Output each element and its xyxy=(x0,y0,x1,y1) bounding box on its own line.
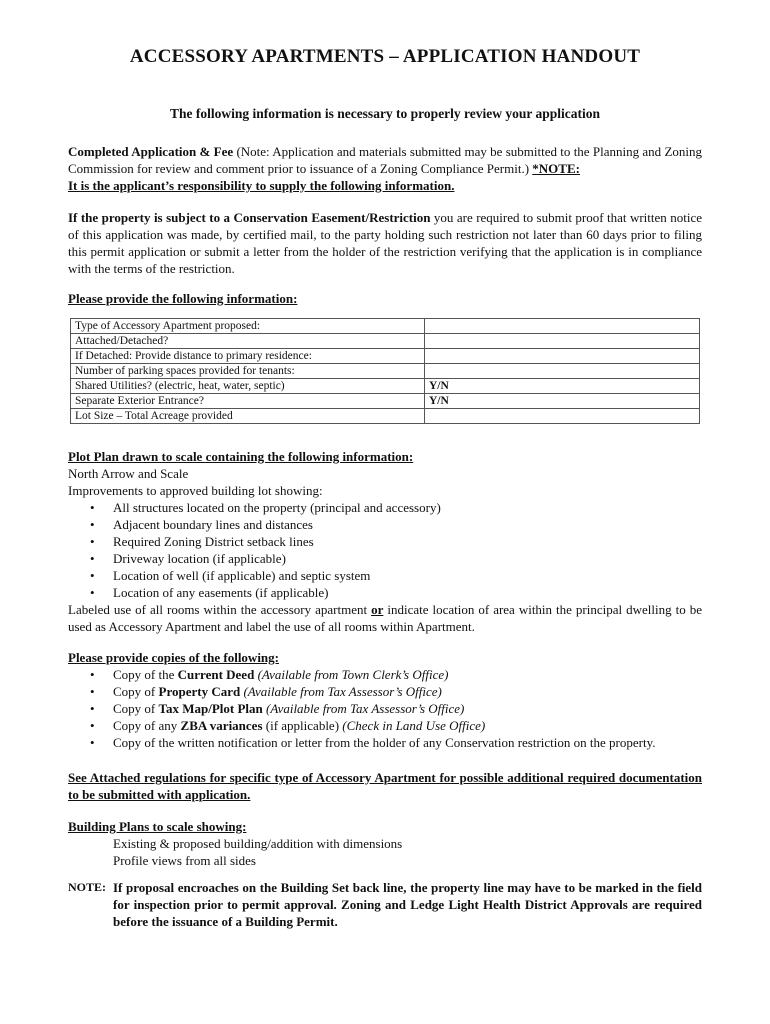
table-cell-label: Number of parking spaces provided for tenants: xyxy=(71,364,425,379)
table-cell-label: Separate Exterior Entrance? xyxy=(71,394,425,409)
info-table xyxy=(70,318,700,424)
list-item xyxy=(68,700,702,717)
list-item: • All structures located on the property (principal and accessory) xyxy=(68,499,702,516)
labeled-use-paragraph xyxy=(68,601,702,635)
easement-text: you are required to submit proof that written notice of this application was made, by certified mail, to the party holding such restriction not later than 60 days prior to filing this permit application or submit a letter from the holder of the restriction verifying that the application is in compliance with the terms of the restriction. xyxy=(68,210,702,276)
easement-lead: If the property is subject to a Conservation Easement/Restriction xyxy=(68,210,431,225)
plot-plan-section xyxy=(68,448,702,635)
list-item xyxy=(68,666,702,683)
copy-item-italic: (Check in Land Use Office) xyxy=(342,718,486,733)
copies-list xyxy=(68,666,702,751)
table-cell-label: Lot Size – Total Acreage provided xyxy=(71,409,425,424)
plot-plan-heading: Plot Plan drawn to scale containing the following information: xyxy=(68,449,414,464)
table-cell-label: Type of Accessory Apartment proposed: xyxy=(71,319,425,334)
table-cell-value: Y/N xyxy=(425,379,700,394)
labeled-use-text-a: Labeled use of all rooms within the accessory apartment xyxy=(68,602,372,617)
building-plans-line-profile: Profile views from all sides xyxy=(113,853,256,868)
copy-item-italic: (Available from Tax Assessor’s Office) xyxy=(266,701,465,716)
list-item xyxy=(68,717,702,734)
table-cell-label: If Detached: Provide distance to primary residence: xyxy=(71,349,425,364)
list-item: • Required Zoning District setback lines xyxy=(68,533,702,550)
table-cell-value xyxy=(425,349,700,364)
table-cell-value: Y/N xyxy=(425,394,700,409)
plot-plan-line-improvements: Improvements to approved building lot showing: xyxy=(68,483,323,498)
final-note xyxy=(68,879,702,930)
list-item xyxy=(68,683,702,700)
list-item: • Location of well (if applicable) and septic system xyxy=(68,567,702,584)
table-row xyxy=(71,349,700,364)
copy-item-pre: Copy of the xyxy=(113,667,178,682)
see-attached-notice: See Attached regulations for specific type of Accessory Apartment for possible additional required documentation to be submitted with application. xyxy=(68,770,702,802)
completed-application-text: (Note: Application and materials submitted may be submitted to the Planning and Zoning Commission for review and comment prior to issuance of a Zoning Compliance Permit.) xyxy=(68,144,703,176)
responsibility-statement: It is the applicant’s responsibility to supply the following information. xyxy=(68,178,455,193)
final-note-label: NOTE: xyxy=(68,880,107,894)
table-cell-value xyxy=(425,334,700,349)
page-subtitle: The following information is necessary to properly review your application xyxy=(169,106,601,121)
copy-item-pre: Copy of any xyxy=(113,718,181,733)
table-row xyxy=(71,394,700,409)
copy-item-bold: Current Deed xyxy=(177,667,255,682)
table-cell-label: Attached/Detached? xyxy=(71,334,425,349)
copy-item-bold: ZBA variances xyxy=(180,718,263,733)
building-plans-line-existing: Existing & proposed building/addition with dimensions xyxy=(113,836,403,851)
copy-item-pre: Copy of the written notification or letter from the holder of any Conservation restriction on the property. xyxy=(113,735,656,750)
table-cell-value xyxy=(425,319,700,334)
labeled-use-or: or xyxy=(371,602,384,617)
final-note-text: If proposal encroaches on the Building Set back line, the property line may have to be marked in the field for inspection prior to permit approval. Zoning and Ledge Light Health District Approvals are required before the issuance of a Building Permit. xyxy=(113,880,702,929)
table-row xyxy=(71,409,700,424)
list-item: • Driveway location (if applicable) xyxy=(68,550,702,567)
copy-item-italic: (Available from Town Clerk’s Office) xyxy=(257,667,449,682)
copy-item-pre: Copy of xyxy=(113,684,159,699)
building-plans-heading: Building Plans to scale showing: xyxy=(68,819,247,834)
table-row xyxy=(71,319,700,334)
copies-section xyxy=(68,649,702,751)
page-title: ACCESSORY APARTMENTS – APPLICATION HANDOUT xyxy=(129,46,641,67)
table-row xyxy=(71,334,700,349)
table-row xyxy=(71,364,700,379)
copy-item-pre: Copy of xyxy=(113,701,159,716)
copy-item-italic: (Available from Tax Assessor’s Office) xyxy=(243,684,442,699)
plot-plan-line-north-arrow: North Arrow and Scale xyxy=(68,466,189,481)
labeled-use-text-b: indicate location of area within the principal dwelling to be used as Accessory Apartment and label the use of all rooms within Apartment. xyxy=(68,602,702,634)
list-item: • Adjacent boundary lines and distances xyxy=(68,516,702,533)
copy-item-plain: (if applicable) xyxy=(262,718,343,733)
list-item: • Location of any easements (if applicable) xyxy=(68,584,702,601)
easement-paragraph xyxy=(68,209,702,277)
list-item xyxy=(68,734,702,751)
completed-application-lead: Completed Application & Fee xyxy=(68,144,234,159)
table-row xyxy=(71,379,700,394)
note-label: *NOTE: xyxy=(532,161,580,176)
copies-heading: Please provide copies of the following: xyxy=(68,650,279,665)
info-heading: Please provide the following information: xyxy=(68,291,298,306)
building-plans-section xyxy=(68,818,702,869)
completed-application-paragraph xyxy=(68,143,702,194)
table-cell-value xyxy=(425,364,700,379)
table-cell-value xyxy=(425,409,700,424)
table-cell-label: Shared Utilities? (electric, heat, water, septic) xyxy=(71,379,425,394)
copy-item-bold: Property Card xyxy=(158,684,241,699)
copy-item-bold: Tax Map/Plot Plan xyxy=(158,701,263,716)
plot-plan-list xyxy=(68,499,702,601)
